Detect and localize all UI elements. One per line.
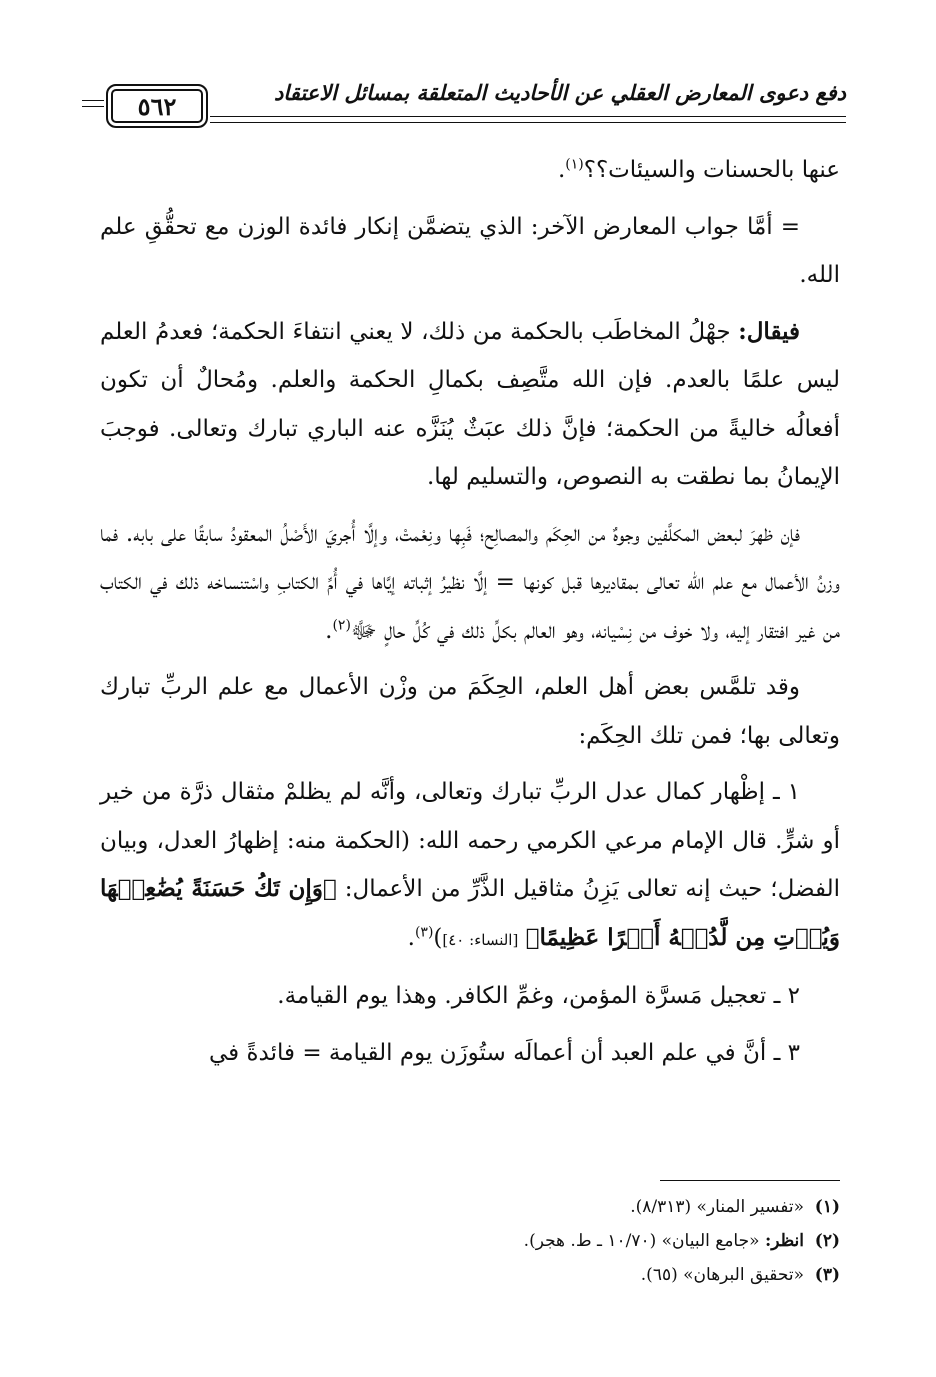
footnote-ref: (٢) <box>332 616 351 633</box>
quran-verse: ﴿وَإِن تَكُ حَسَنَةً يُضَٰعِفۡهَا وَيُؤۡتِ مِن لَّدُنۡهُ أَجۡرًا عَظِيمًا﴾ <box>100 875 840 951</box>
paragraph: ١ ـ إظْهار كمال عدل الربِّ تبارك وتعالى، وأنَّه لم يظلمْ مثقال ذرَّة من خير أو شرٍّ. قال الإمام مرعي الكرمي رحمه الله: (الحكمة منه: إظهارُ العدل، وبيان الفضل؛ حيث إنه تعالى يَزِنُ مثاقيل الذَّرِّ من الأعمال: ﴿وَإِن تَكُ حَسَنَةً يُضَٰعِفۡهَا وَيُؤۡتِ مِن لَّدُنۡهُ أَجۡرًا عَظِيمًا﴾ [النساء: ٤٠])$^{(٣)}$. <box>100 779 840 951</box>
footnote: (١)«تفسير المنار» (٨/٣١٣). <box>630 1197 840 1217</box>
paragraph: وقد تلمَّس بعض أهل العلم، الحِكَمَ من وزْن الأعمال مع علم الربِّ تبارك وتعالى بها؛ فمن تلك الحِكَم: <box>100 674 840 749</box>
running-title: دفع دعوى المعارض العقلي عن الأحاديث المتعلقة بمسائل الاعتقاد <box>273 80 846 105</box>
footnote-ref: (٣) <box>414 923 434 940</box>
header-rule <box>210 122 846 123</box>
header-rule <box>82 100 104 101</box>
paragraph: = أمَّا جواب المعارض الآخر: الذي يتضمَّن إنكار فائدة الوزن مع تحقُّقِ علم الله. <box>100 213 840 288</box>
footnotes <box>100 1190 840 1292</box>
footnote-separator <box>660 1180 840 1181</box>
paragraph: ٢ ـ تعجيل مَسرَّة المؤمن، وغمِّ الكافر. وهذا يوم القيامة. <box>277 983 800 1009</box>
verse-reference: [النساء: ٤٠] <box>442 930 519 949</box>
paragraph: فيقال: جهْلُ المخاطَب بالحكمة من ذلك، لا يعني انتفاءَ الحكمة؛ فعدمُ العلم ليس علمًا بالعدم. فإن الله متَّصِف بكمالِ الحكمة والعلم. ومُحالٌ أن تكون أفعالُه خاليةً من الحكمة؛ فإنَّ ذلك عبَثٌ يُنَزَّه عنه الباري تبارك وتعالى. فوجبَ الإيمانُ بما نطقت به النصوص، والتسليم لها. <box>100 317 840 490</box>
header-rule <box>82 106 104 107</box>
paragraph: ٣ ـ أنَّ في علم العبد أن أعمالَه ستُوزَن يوم القيامة = فائدةً في <box>209 1039 800 1066</box>
lead-word: فيقال: <box>738 317 801 345</box>
header-rule <box>210 116 846 117</box>
paragraph: فإن ظهرَ لبعض المكلَّفين وجوهٌ من الحِكَم والمصالِح؛ فَبِها ونِعْمتْ، وإلَّا أُجريَ الأَصْلُ المعقودُ سابقًا على بابه. فما وزنُ الأعمال مع علم الله تعالى بمقاديرها قبل كونها = إلَّا نظيرُ إثباته إيَّاها في أُمِّ الكتابِ واسْتنساخه ذلك في الكتاب من غير افتقار إليه، ولا خوف من نِسْيانه، وهو العالم بكلِّ ذلك في كُلِّ حالٍ ﷻ$^{(٢)}$. <box>100 520 840 644</box>
page-header <box>90 70 846 134</box>
main-text <box>100 146 840 1085</box>
paragraph: عنها بالحسنات والسيئات؟؟$^{(١)}$. <box>557 156 840 183</box>
footnote: (٣)«تحقيق البرهان» (٦٥). <box>640 1265 840 1285</box>
footnote: (٢)انظر: «جامع البيان» (١٠/٧٠ ـ ط. هجر). <box>523 1231 840 1251</box>
page-number: ٥٦٢ <box>106 84 208 128</box>
footnote-ref: (١) <box>565 156 584 173</box>
